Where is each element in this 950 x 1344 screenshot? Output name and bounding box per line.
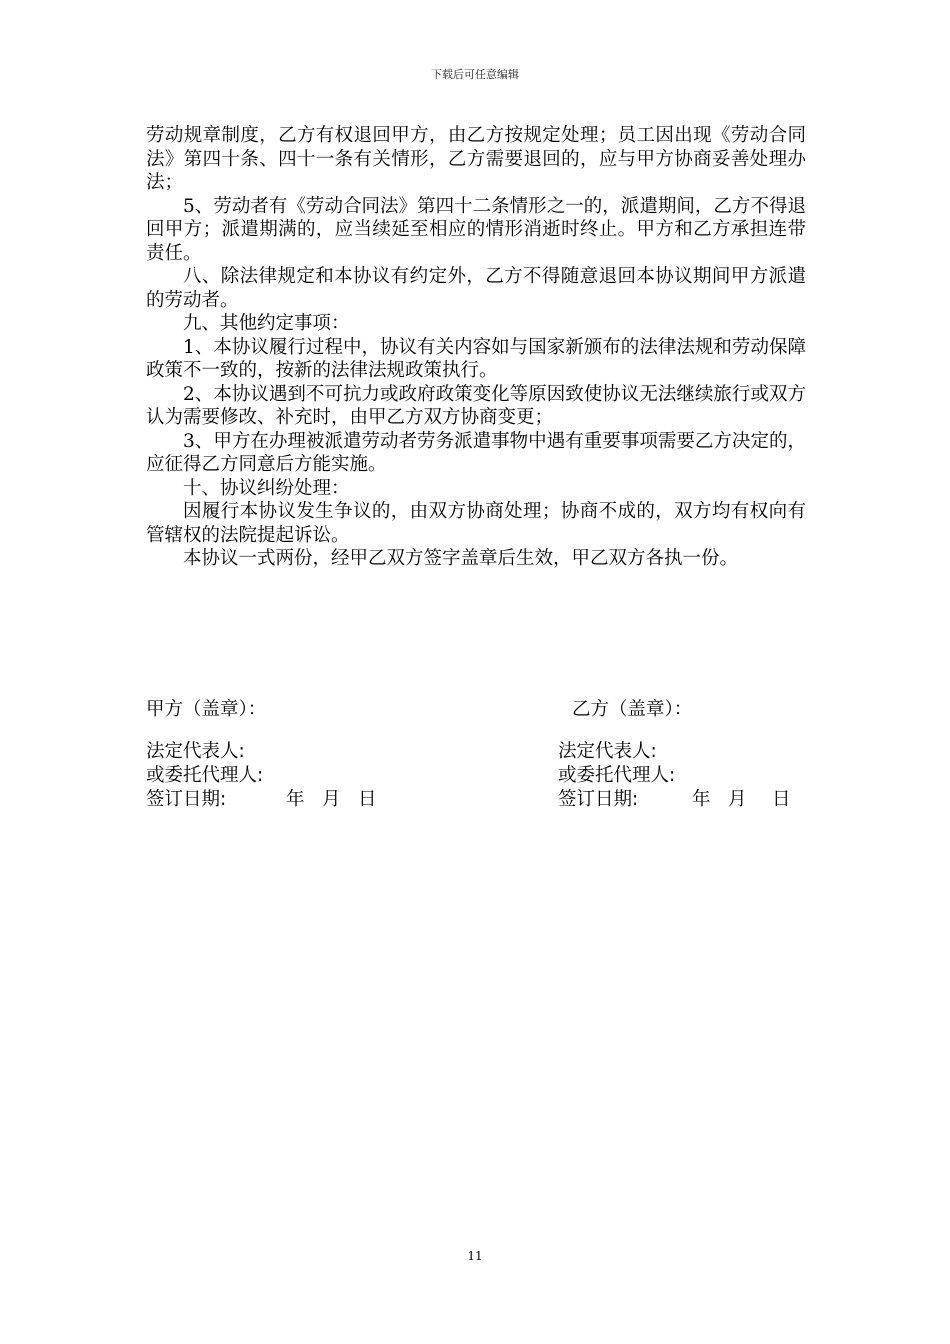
- paragraph-section-9-heading: 九、其他约定事项：: [183, 313, 350, 334]
- signature-block-party-a: [146, 698, 377, 812]
- paragraph-section-8: 八、除法律规定和本协议有约定外，乙方不得随意退回本协议期间甲方派遣的劳动者。: [146, 266, 806, 311]
- party-b-seal-label: 乙方（盖章）：: [572, 699, 693, 720]
- party-a-day: 日: [358, 789, 377, 810]
- paragraph-rules-return: 劳动规章制度，乙方有权退回甲方，由乙方按规定处理；员工因出现《劳动合同法》第四十条、四十一条有关情形，乙方需要退回的，应与甲方协商妥善处理办法；: [146, 125, 806, 193]
- party-a-year: 年: [286, 789, 305, 810]
- party-b-date-label: 签订日期:: [558, 789, 639, 810]
- page-number: 11: [467, 1249, 483, 1263]
- party-a-month: 月: [322, 789, 341, 810]
- paragraph-section-10-heading: 十、协议纠纷处理：: [183, 477, 350, 499]
- party-b-representative-label: 法定代表人:: [558, 741, 657, 762]
- party-a-date-row: [146, 788, 377, 812]
- page-header-note: 下载后可任意编辑: [431, 68, 519, 81]
- party-a-seal-label: 甲方（盖章）：: [146, 699, 267, 720]
- paragraph-section-9-item-3: 3、甲方在办理被派遣劳动者劳务派遣事物中遇有重要事项需要乙方决定的，应征得乙方同意后方能实施。: [146, 430, 806, 475]
- signature-block-party-b: [558, 698, 791, 812]
- party-b-agent-label: 或委托代理人:: [558, 765, 676, 786]
- agreement-body: [146, 124, 806, 571]
- party-a-date-label: 签订日期:: [146, 789, 227, 810]
- party-b-year: 年: [692, 789, 711, 810]
- party-b-day: 日: [772, 789, 791, 810]
- party-a-agent-label: 或委托代理人:: [146, 765, 264, 786]
- paragraph-section-9-item-1: 1、本协议履行过程中，协议有关内容如与国家新颁布的法律法规和劳动保障政策不一致的，按新的法律法规政策执行。: [146, 336, 806, 381]
- party-b-month: 月: [728, 789, 747, 810]
- paragraph-clause-5: 5、劳动者有《劳动合同法》第四十二条情形之一的，派遣期间，乙方不得退回甲方；派遣期满的，应当续延至相应的情形消逝时终止。甲方和乙方承担连带责任。: [146, 195, 806, 264]
- party-a-representative-label: 法定代表人:: [146, 741, 245, 762]
- paragraph-section-9-item-2: 2、本协议遇到不可抗力或政府政策变化等原因致使协议无法继续旅行或双方认为需要修改、补充时，由甲乙方双方协商变更；: [146, 383, 806, 428]
- paragraph-copies: 本协议一式两份，经甲乙双方签字盖章后生效，甲乙双方各执一份。: [183, 548, 739, 569]
- party-b-date-row: [558, 788, 791, 812]
- paragraph-dispute-resolution: 因履行本协议发生争议的，由双方协商处理；协商不成的，双方均有权向有管辖权的法院提起诉讼。: [146, 501, 806, 546]
